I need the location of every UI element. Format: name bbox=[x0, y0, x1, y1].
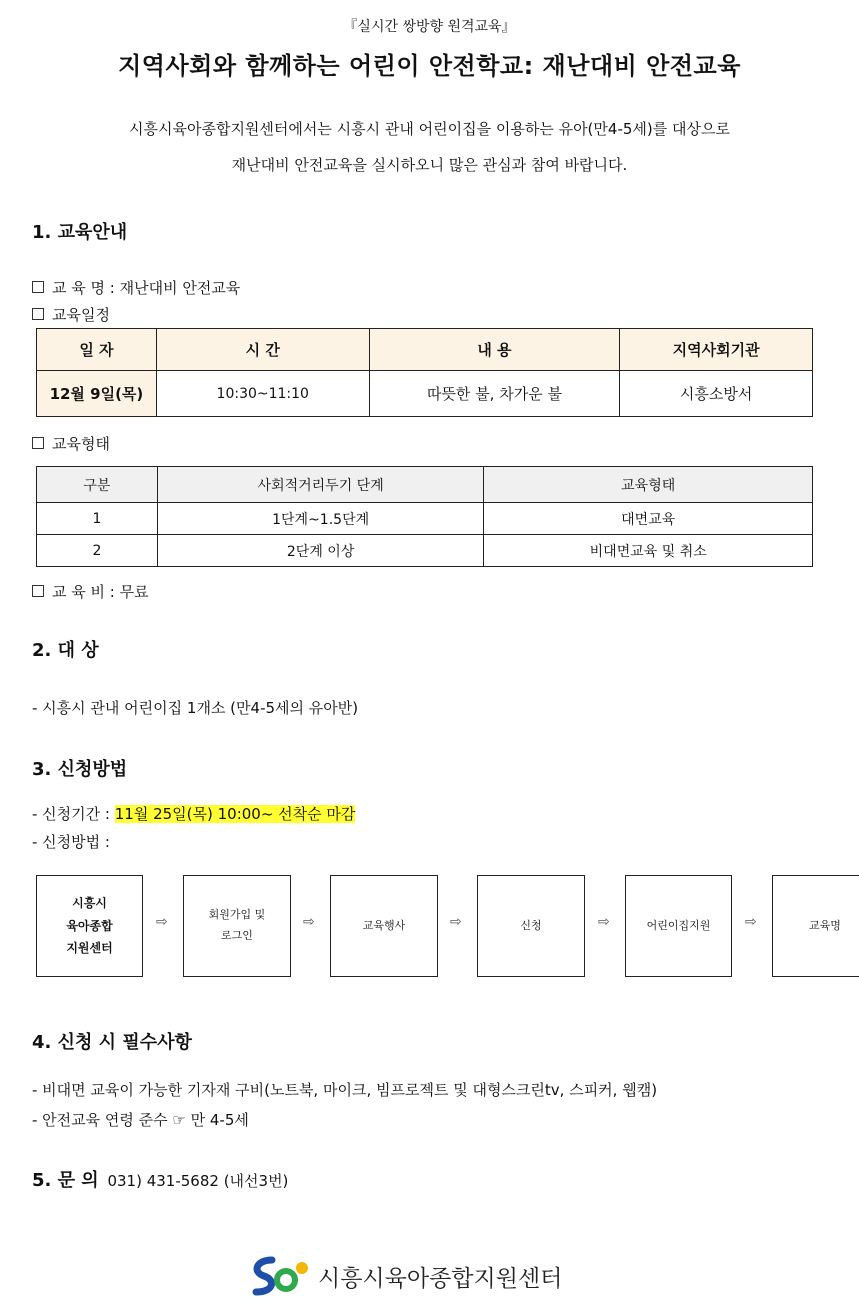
footer-org-name: 시흥시육아종합지원센터 bbox=[318, 1266, 563, 1292]
step-box-center bbox=[36, 875, 143, 977]
right-arrow-icon: ⇨ bbox=[303, 914, 315, 930]
schedule-org-cell: 시흥소방서 bbox=[620, 371, 813, 417]
form-row bbox=[37, 535, 813, 567]
right-arrow-icon: ⇨ bbox=[156, 914, 168, 930]
schedule-header-cell: 시 간 bbox=[156, 329, 369, 371]
fee-text: 교 육 비 : 무료 bbox=[52, 583, 149, 601]
step-text: 어린이집지원 bbox=[646, 918, 711, 932]
step-text: 지원센터 bbox=[66, 941, 113, 956]
contact-phone: 031) 431-5682 (내선3번) bbox=[107, 1172, 289, 1190]
intro-line-1: 시흥시육아종합지원센터에서는 시흥시 관내 어린이집을 이용하는 유아(만4-5세)를 대상으로 bbox=[129, 120, 730, 138]
step-text: 로그인 bbox=[221, 929, 253, 942]
step-box-daycare-support bbox=[625, 875, 732, 977]
right-arrow-icon: ⇨ bbox=[598, 914, 610, 930]
checkbox-square-icon bbox=[32, 281, 44, 293]
step-text: 신청 bbox=[520, 918, 542, 932]
form-cell: 대면교육 bbox=[484, 503, 813, 535]
form-label-text: 교육형태 bbox=[52, 435, 110, 453]
requirement-line-2: - 안전교육 연령 준수 ☞ 만 4-5세 bbox=[32, 1111, 249, 1129]
form-label-line bbox=[32, 433, 110, 454]
schedule-label-line bbox=[32, 304, 110, 325]
right-arrow-icon: ⇨ bbox=[450, 914, 462, 930]
form-row bbox=[37, 503, 813, 535]
form-cell: 비대면교육 및 취소 bbox=[484, 535, 813, 567]
step-text: 교육행사 bbox=[362, 918, 406, 932]
checkbox-square-icon bbox=[32, 437, 44, 449]
schedule-header-cell: 지역사회기관 bbox=[620, 329, 813, 371]
form-cell: 1단계~1.5단계 bbox=[157, 503, 484, 535]
schedule-time-cell: 10:30~11:10 bbox=[156, 371, 369, 417]
checkbox-square-icon bbox=[32, 585, 44, 597]
application-period-line bbox=[32, 803, 355, 824]
section-3-heading: 3. 신청방법 bbox=[32, 759, 128, 780]
center-logo-icon bbox=[248, 1254, 314, 1298]
right-arrow-icon: ⇨ bbox=[745, 914, 757, 930]
schedule-label-text: 교육일정 bbox=[52, 306, 110, 324]
step-box-course-name bbox=[772, 875, 859, 977]
section-2-heading: 2. 대 상 bbox=[32, 640, 99, 661]
section-1-heading: 1. 교육안내 bbox=[32, 222, 128, 243]
step-box-signup bbox=[183, 875, 291, 977]
contact-line bbox=[32, 1166, 288, 1192]
step-text: 회원가입 및 bbox=[208, 908, 266, 922]
form-header-row bbox=[37, 467, 813, 503]
checkbox-square-icon bbox=[32, 308, 44, 320]
section-4-heading: 4. 신청 시 필수사항 bbox=[32, 1032, 192, 1053]
step-text: 교육명 bbox=[809, 918, 841, 932]
form-cell: 2단계 이상 bbox=[157, 535, 484, 567]
form-cell: 1 bbox=[37, 503, 158, 535]
footer-logo bbox=[248, 1254, 588, 1298]
step-box-events bbox=[330, 875, 438, 977]
document-subtitle: 『실시간 쌍방향 원격교육』 bbox=[343, 19, 516, 35]
step-text: 육아종합 bbox=[66, 918, 113, 933]
application-method-label: - 신청방법 : bbox=[32, 833, 110, 851]
fee-line bbox=[32, 581, 149, 602]
course-name-text: 교 육 명 : 재난대비 안전교육 bbox=[52, 279, 241, 297]
step-box-apply bbox=[477, 875, 585, 977]
schedule-content-cell: 따뜻한 불, 차가운 불 bbox=[369, 371, 620, 417]
schedule-header-cell: 일 자 bbox=[37, 329, 157, 371]
intro-line-2: 재난대비 안전교육을 실시하오니 많은 관심과 참여 바랍니다. bbox=[231, 156, 628, 174]
form-header-cell: 사회적거리두기 단계 bbox=[157, 467, 484, 503]
form-header-cell: 구분 bbox=[37, 467, 158, 503]
schedule-header-row bbox=[37, 329, 813, 371]
education-form-table bbox=[36, 466, 813, 567]
form-header-cell: 교육형태 bbox=[484, 467, 813, 503]
schedule-date-cell: 12월 9일(목) bbox=[37, 371, 157, 417]
schedule-header-cell: 내 용 bbox=[369, 329, 620, 371]
schedule-table bbox=[36, 328, 813, 417]
requirement-line-1: - 비대면 교육이 가능한 기자재 구비(노트북, 마이크, 빔프로젝트 및 대형스크린tv, 스피커, 웹캠) bbox=[32, 1081, 658, 1099]
form-cell: 2 bbox=[37, 535, 158, 567]
application-period-label: - 신청기간 : bbox=[32, 805, 115, 823]
application-period-value: 11월 25일(목) 10:00~ 선착순 마감 bbox=[114, 805, 356, 823]
course-name-line bbox=[32, 277, 240, 298]
step-text: 시흥시 bbox=[72, 895, 107, 910]
document-title: 지역사회와 함께하는 어린이 안전학교: 재난대비 안전교육 bbox=[118, 52, 741, 80]
section-5-heading: 5. 문 의 bbox=[32, 1170, 99, 1191]
target-text: - 시흥시 관내 어린이집 1개소 (만4-5세의 유아반) bbox=[32, 699, 359, 717]
schedule-row bbox=[37, 371, 813, 417]
